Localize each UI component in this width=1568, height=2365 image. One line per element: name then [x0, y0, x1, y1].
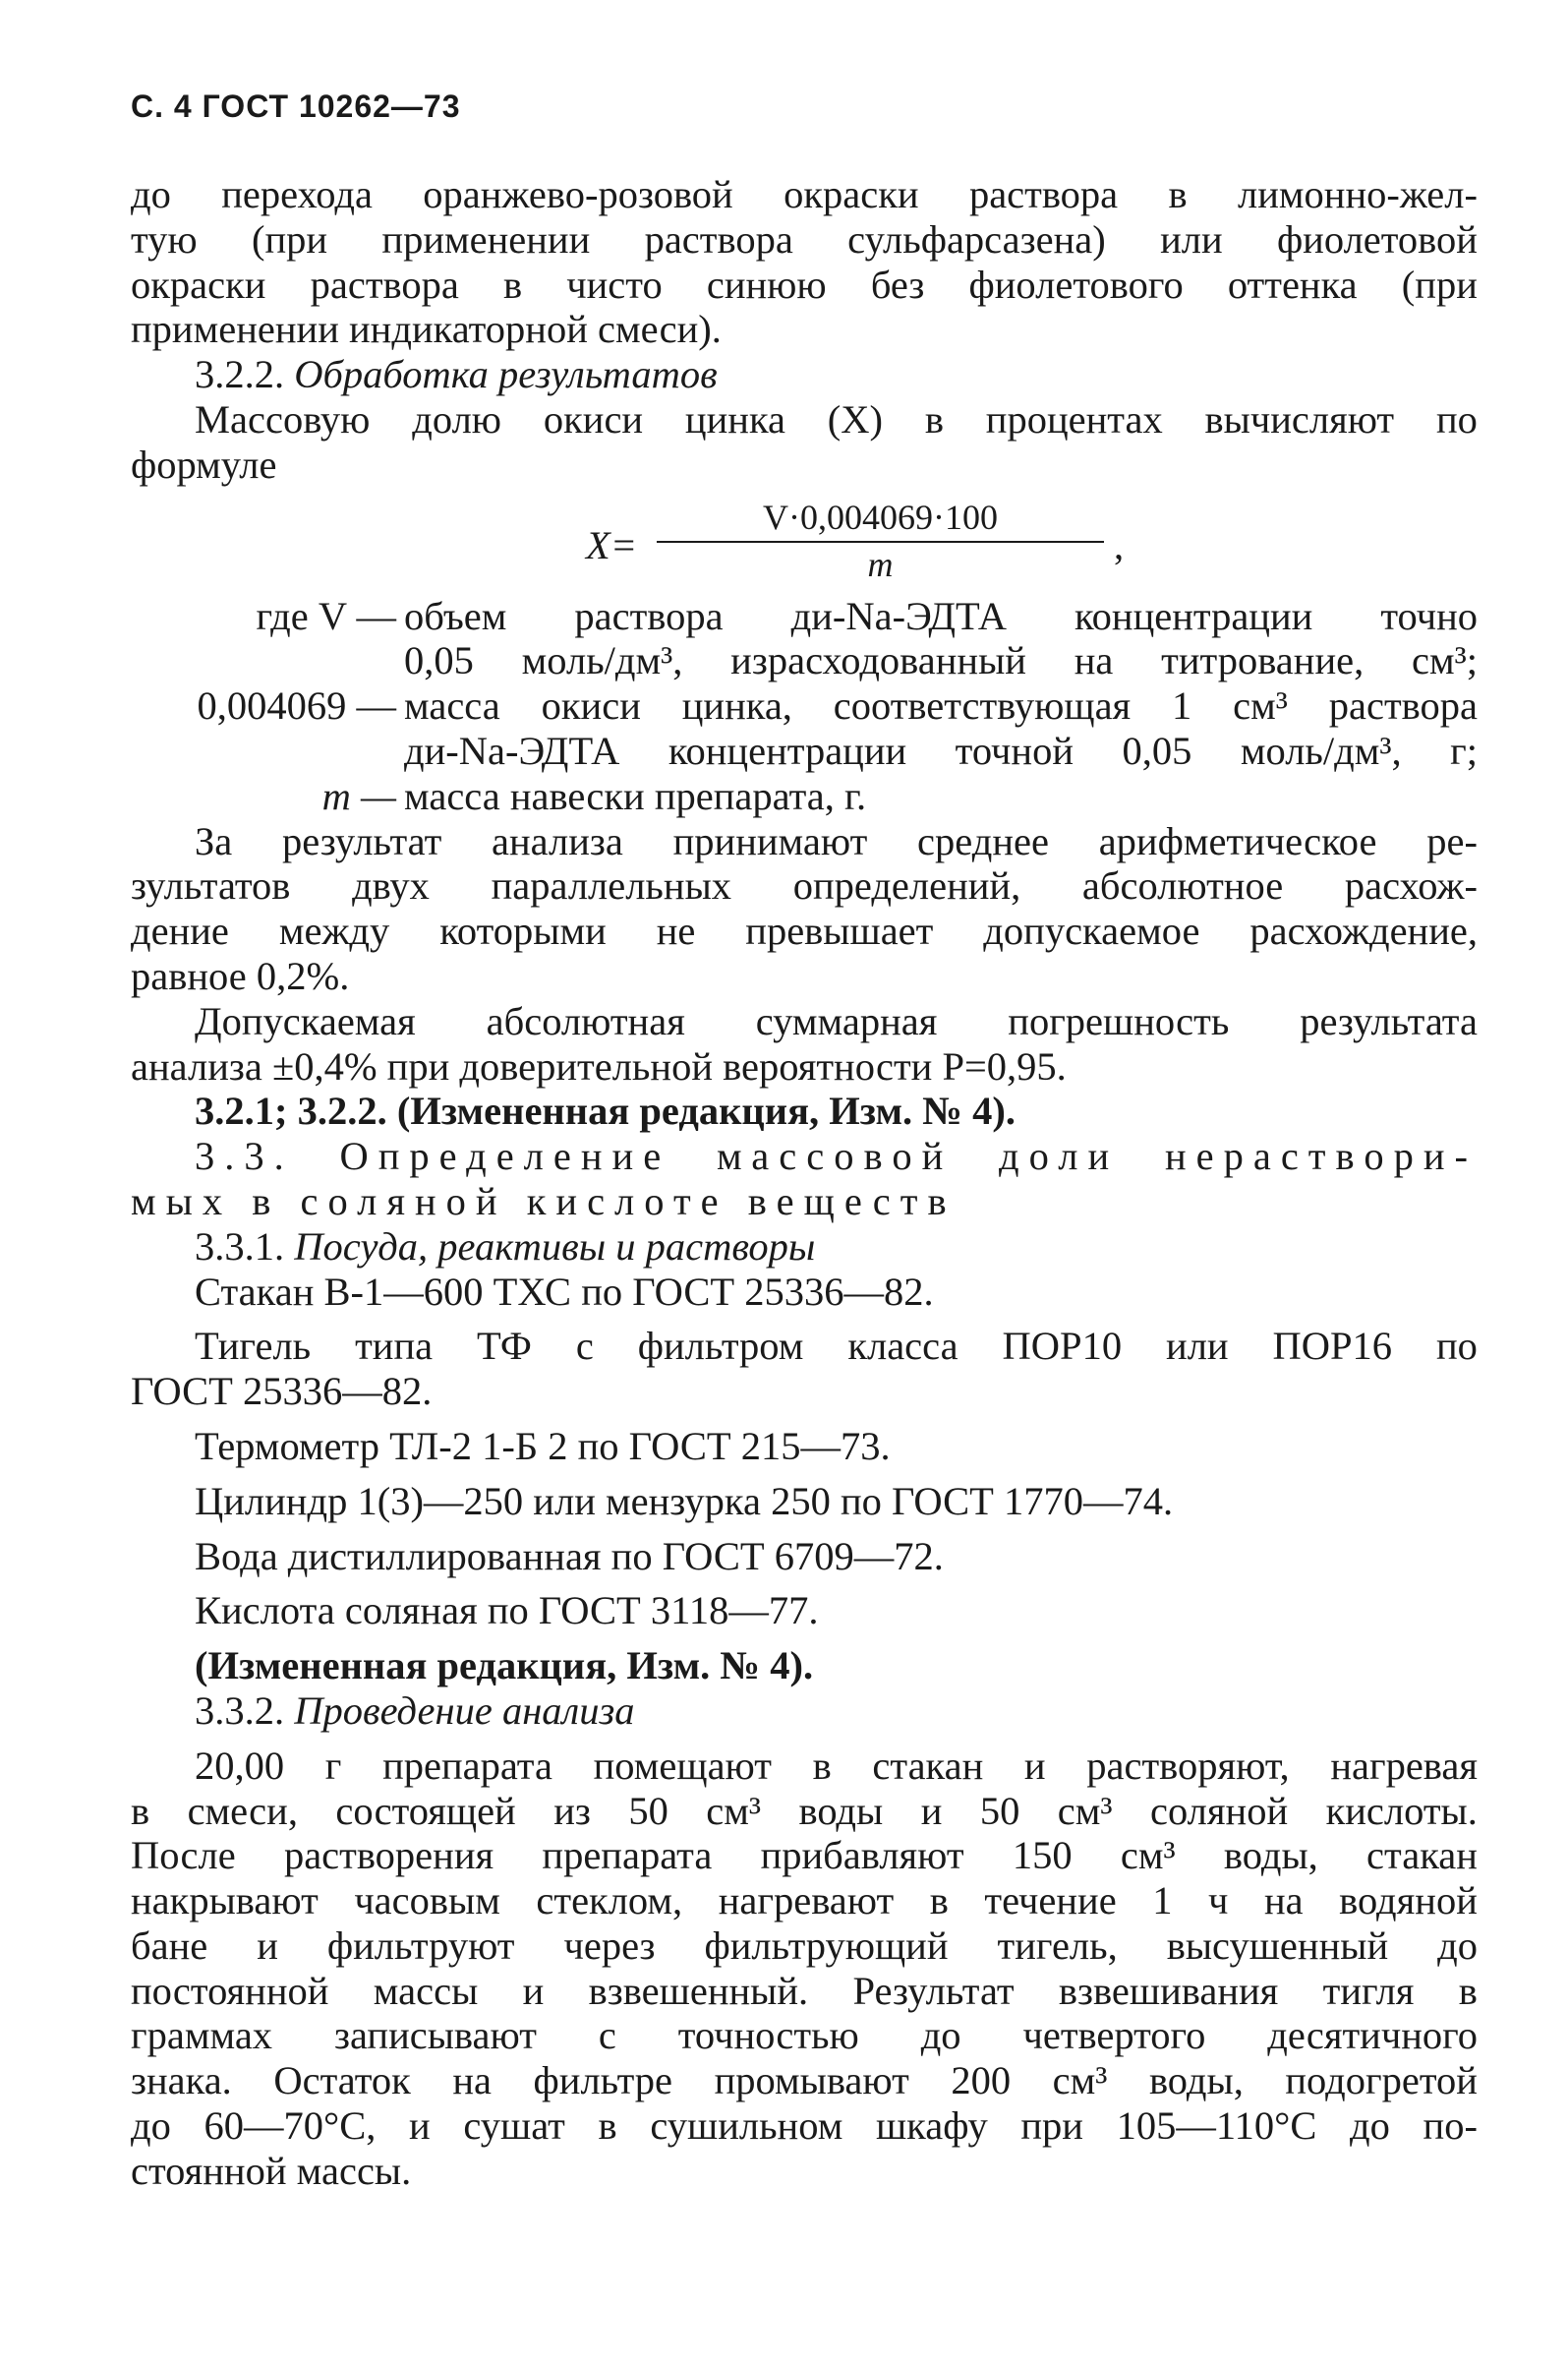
- word: воды,: [1223, 1833, 1318, 1878]
- where-definition: [396, 774, 1478, 819]
- word: см³: [1120, 1833, 1176, 1878]
- text-line: [131, 1923, 1478, 1969]
- text-line: [131, 819, 1478, 864]
- word: часовым: [354, 1878, 500, 1923]
- word: взвешивания: [1058, 1968, 1279, 2013]
- section-number: 3.2.2.: [195, 352, 285, 397]
- word: раствора: [968, 172, 1119, 216]
- word: процентах: [985, 396, 1163, 442]
- word: и: [409, 2103, 431, 2149]
- word: Определение: [339, 1134, 671, 1179]
- word: см³: [706, 1788, 762, 1833]
- item-water: Вода дистиллированная по ГОСТ 6709—72.: [195, 1533, 944, 1578]
- word: доли: [998, 1134, 1120, 1179]
- word: суммарная: [755, 998, 938, 1043]
- word: 105—110°С: [1116, 2103, 1317, 2149]
- word: четвертого: [1022, 2013, 1206, 2058]
- section-heading-3-3: [131, 1134, 1478, 1224]
- word: результата: [1300, 998, 1478, 1043]
- word: воды,: [1148, 2058, 1244, 2103]
- word: класса: [847, 1324, 958, 1369]
- word: 150: [1012, 1833, 1073, 1878]
- word: превышает: [745, 909, 934, 954]
- word: погрешность: [1008, 998, 1230, 1043]
- word: параллельных: [491, 863, 732, 909]
- word: см³: [1057, 1788, 1113, 1833]
- text-line: равное 0,2%.: [131, 953, 350, 998]
- word: 200: [951, 2058, 1012, 2103]
- paragraph: [131, 172, 1478, 352]
- text-line: стоянной массы.: [131, 2148, 412, 2193]
- word: 3.3.: [195, 1134, 294, 1179]
- word: анализа: [492, 818, 623, 863]
- word: помещают: [593, 1743, 772, 1788]
- word: ПОР10: [1002, 1324, 1123, 1369]
- word: вычисляют: [1204, 396, 1395, 442]
- word: лимонно-жел-: [1238, 172, 1478, 216]
- word: фильтром: [637, 1324, 804, 1369]
- word: постоянной: [131, 1968, 329, 2013]
- word: типа: [355, 1324, 434, 1369]
- word: см³: [1052, 2058, 1108, 2103]
- section-heading-3-3-2: [131, 1688, 1478, 1734]
- word: нагревая: [1330, 1743, 1478, 1788]
- word: абсолютная: [486, 998, 685, 1043]
- word: шкафу: [875, 2103, 988, 2149]
- word: по: [1435, 396, 1478, 442]
- word: расхождение,: [1249, 909, 1478, 954]
- word: нагревают: [718, 1878, 895, 1923]
- word: сушат: [463, 2103, 565, 2149]
- formula-fraction: [657, 498, 1104, 586]
- word: без: [870, 262, 925, 307]
- word: долю: [412, 396, 502, 442]
- text-line: [131, 1134, 1478, 1179]
- word: фиолетового: [968, 262, 1184, 307]
- word: до: [1350, 2103, 1390, 2149]
- word: расхож-: [1344, 863, 1478, 909]
- word: на: [1263, 1878, 1304, 1923]
- word: 1: [1152, 1878, 1173, 1923]
- spacer: [131, 1578, 1478, 1588]
- section-number: 3.3.1.: [195, 1223, 285, 1269]
- word: в: [812, 1743, 832, 1788]
- word: с: [575, 1324, 594, 1369]
- word: синюю: [706, 262, 827, 307]
- word: знака.: [131, 2058, 232, 2103]
- text-line: [131, 172, 1478, 217]
- word: окраски: [784, 172, 919, 216]
- formula: [131, 488, 1478, 594]
- word: или: [1166, 1324, 1229, 1369]
- word: течение: [984, 1878, 1117, 1923]
- spacer: [131, 1314, 1478, 1324]
- word: цинка: [684, 396, 785, 442]
- word: За: [195, 818, 233, 863]
- word: прибавляют: [760, 1833, 964, 1878]
- item-thermometer: Термометр ТЛ-2 1-Б 2 по ГОСТ 215—73.: [195, 1423, 891, 1468]
- word: не: [656, 909, 696, 954]
- where-term: 0,004069 —: [197, 683, 396, 729]
- spacer: [131, 1524, 1478, 1534]
- word: раствора: [644, 216, 793, 262]
- word: кислоты.: [1325, 1788, 1478, 1833]
- word: до: [131, 172, 171, 216]
- word: ТФ: [477, 1324, 532, 1369]
- text-line: 0,05 моль/дм³, израсходованный на титрование, см³;: [404, 638, 1478, 683]
- word: окраски: [131, 262, 266, 307]
- word: подогретой: [1285, 2058, 1478, 2103]
- word: в: [929, 1878, 949, 1923]
- word: граммах: [131, 2013, 273, 2058]
- where-item: [131, 774, 1478, 819]
- word: ч: [1208, 1878, 1229, 1923]
- where-term: где V —: [256, 593, 396, 638]
- word: состоящей: [335, 1788, 516, 1833]
- word: стакан: [872, 1743, 984, 1788]
- section-title: Посуда, реактивы и растворы: [294, 1223, 816, 1269]
- amendment-note: (Измененная редакция, Изм. № 4).: [195, 1643, 814, 1688]
- text-line: [131, 999, 1478, 1044]
- where-item: [131, 683, 1478, 774]
- word: бане: [131, 1922, 208, 1968]
- word: до: [131, 2103, 171, 2149]
- formula-numerator: V·0,004069·100: [657, 498, 1104, 543]
- word: тую: [131, 216, 198, 262]
- word: зультатов: [131, 863, 291, 909]
- word: препарата: [382, 1743, 552, 1788]
- formula-denominator: m: [867, 544, 894, 584]
- word: определений,: [792, 863, 1021, 909]
- word: Массовую: [195, 396, 371, 442]
- word: Допускаемая: [195, 998, 416, 1043]
- word: применении: [381, 216, 591, 262]
- word: до: [1437, 1922, 1478, 1968]
- text-line: [131, 1833, 1478, 1878]
- word: и: [522, 1968, 545, 2013]
- document-body: [131, 172, 1478, 2194]
- word: в: [1458, 1968, 1478, 2013]
- word: (X): [827, 396, 884, 442]
- word: Результат: [852, 1968, 1015, 2013]
- word: 50: [979, 1788, 1020, 1833]
- word: дение: [131, 909, 229, 954]
- word: с: [598, 2013, 616, 2058]
- text-line: [131, 1789, 1478, 1834]
- word: водяной: [1339, 1878, 1478, 1923]
- word: Тигель: [195, 1324, 312, 1369]
- text-line: [131, 263, 1478, 308]
- spacer: [131, 1633, 1478, 1643]
- text-line: [131, 217, 1478, 263]
- item-crucible: [131, 1324, 1478, 1414]
- word: (при: [251, 216, 328, 262]
- text-line: [131, 397, 1478, 443]
- word: соляной: [1149, 1788, 1289, 1833]
- word: допускаемое: [983, 909, 1200, 954]
- item-acid: Кислота соляная по ГОСТ 3118—77.: [195, 1588, 819, 1633]
- text-line: [131, 2058, 1478, 2103]
- section-title: Проведение анализа: [294, 1687, 635, 1733]
- formula-comma: ,: [1114, 522, 1125, 567]
- word: результат: [282, 818, 442, 863]
- word: чисто: [566, 262, 663, 307]
- text-line: масса окиси цинка, соответствующая 1 см³ раствора: [404, 683, 1478, 729]
- word: которыми: [439, 909, 607, 954]
- word: г: [324, 1743, 342, 1788]
- text-line: применении индикаторной смеси).: [131, 307, 722, 352]
- text-line: [131, 2103, 1478, 2149]
- text-line: [131, 2013, 1478, 2058]
- word: в: [503, 262, 523, 307]
- amendment-note: 3.2.1; 3.2.2. (Измененная редакция, Изм. № 4).: [195, 1089, 1016, 1134]
- word: десятичного: [1267, 2013, 1478, 2058]
- word: и: [920, 1788, 943, 1833]
- word: Остаток: [273, 2058, 411, 2103]
- paragraph: [131, 1744, 1478, 2194]
- word: точностью: [677, 2013, 859, 2058]
- word: 60—70°С,: [203, 2103, 377, 2149]
- text-line: [131, 909, 1478, 954]
- word: в: [1168, 172, 1188, 216]
- word: смеси,: [187, 1788, 298, 1833]
- word: взвешенный.: [588, 1968, 809, 2013]
- formula-lhs: X=: [586, 522, 638, 567]
- word: перехода: [221, 172, 373, 216]
- word: между: [278, 909, 390, 954]
- word: или: [1160, 216, 1223, 262]
- word: нераствори-: [1164, 1134, 1478, 1179]
- word: тигель,: [997, 1922, 1118, 1968]
- word: тигля: [1322, 1968, 1415, 2013]
- word: оттенка: [1227, 262, 1358, 307]
- word: массы: [373, 1968, 479, 2013]
- text-line: анализа ±0,4% при доверительной вероятности P=0,95.: [131, 1043, 1067, 1089]
- text-line: ГОСТ 25336—82.: [131, 1369, 433, 1414]
- word: ре-: [1426, 818, 1478, 863]
- word: фильтрующий: [704, 1922, 949, 1968]
- text-line: [131, 863, 1478, 909]
- where-list: [131, 594, 1478, 819]
- word: арифметическое: [1098, 818, 1377, 863]
- word: раствора: [310, 262, 459, 307]
- section-title: Обработка результатов: [294, 352, 718, 397]
- word: среднее: [917, 818, 1049, 863]
- word: накрывают: [131, 1878, 319, 1923]
- word: воды: [798, 1788, 884, 1833]
- text-line: [131, 1744, 1478, 1789]
- word: на: [452, 2058, 492, 2103]
- word: 50: [628, 1788, 668, 1833]
- word: фильтре: [533, 2058, 673, 2103]
- word: и: [257, 1922, 278, 1968]
- word: После: [131, 1833, 236, 1878]
- word: (при: [1401, 262, 1478, 307]
- item-beaker: Стакан В-1—600 ТХС по ГОСТ 25336—82.: [195, 1269, 934, 1314]
- where-item: [131, 594, 1478, 684]
- spacer: [131, 1414, 1478, 1424]
- word: сульфарсазена): [847, 216, 1106, 262]
- word: записывают: [333, 2013, 537, 2058]
- where-term: m —: [321, 773, 396, 818]
- page-header: С. 4 ГОСТ 10262—73: [131, 89, 461, 124]
- section-heading-3-2-2: [131, 352, 1478, 397]
- word: стеклом,: [536, 1878, 683, 1923]
- word: по: [1435, 1324, 1478, 1369]
- text-line: формуле: [131, 442, 277, 487]
- word: при: [1020, 2103, 1083, 2149]
- word: сушильном: [650, 2103, 843, 2149]
- word: высушенный: [1166, 1922, 1389, 1968]
- word: в: [598, 2103, 617, 2149]
- section-heading-3-3-1: [131, 1224, 1478, 1270]
- word: фильтруют: [326, 1922, 515, 1968]
- word: ПОР16: [1272, 1324, 1393, 1369]
- text-line: мых в соляной кислоте веществ: [131, 1178, 957, 1223]
- word: окиси: [543, 396, 644, 442]
- word: по-: [1423, 2103, 1478, 2149]
- spacer: [131, 1734, 1478, 1744]
- word: абсолютное: [1081, 863, 1284, 909]
- text-line: [131, 1878, 1478, 1923]
- text-line: [131, 1324, 1478, 1369]
- word: до: [920, 2013, 961, 2058]
- text-line: масса навески препарата, г.: [404, 773, 867, 818]
- word: принимают: [672, 818, 868, 863]
- text-line: ди-Na-ЭДТА концентрации точной 0,05 моль/дм³, г;: [404, 728, 1478, 773]
- word: растворяют,: [1086, 1743, 1290, 1788]
- item-cylinder: Цилиндр 1(3)—250 или мензурка 250 по ГОСТ 1770—74.: [195, 1478, 1174, 1523]
- paragraph: [131, 819, 1478, 999]
- word: стакан: [1366, 1833, 1478, 1878]
- word: двух: [352, 863, 430, 909]
- word: из: [553, 1788, 591, 1833]
- spacer: [131, 1469, 1478, 1479]
- word: препарата: [542, 1833, 713, 1878]
- word: фиолетовой: [1276, 216, 1478, 262]
- word: в: [924, 396, 944, 442]
- where-definition: [396, 683, 1478, 774]
- paragraph: [131, 999, 1478, 1090]
- word: оранжево-розовой: [423, 172, 733, 216]
- text-line: объем раствора ди-Na-ЭДТА концентрации точно: [404, 593, 1478, 638]
- word: через: [563, 1922, 656, 1968]
- word: 20,00: [195, 1743, 285, 1788]
- word: массовой: [716, 1134, 954, 1179]
- word: растворения: [283, 1833, 494, 1878]
- section-number: 3.3.2.: [195, 1687, 285, 1733]
- where-definition: [396, 594, 1478, 684]
- text-line: [131, 1969, 1478, 2014]
- paragraph: [131, 397, 1478, 488]
- word: промывают: [714, 2058, 909, 2103]
- word: в: [131, 1788, 150, 1833]
- word: и: [1023, 1743, 1046, 1788]
